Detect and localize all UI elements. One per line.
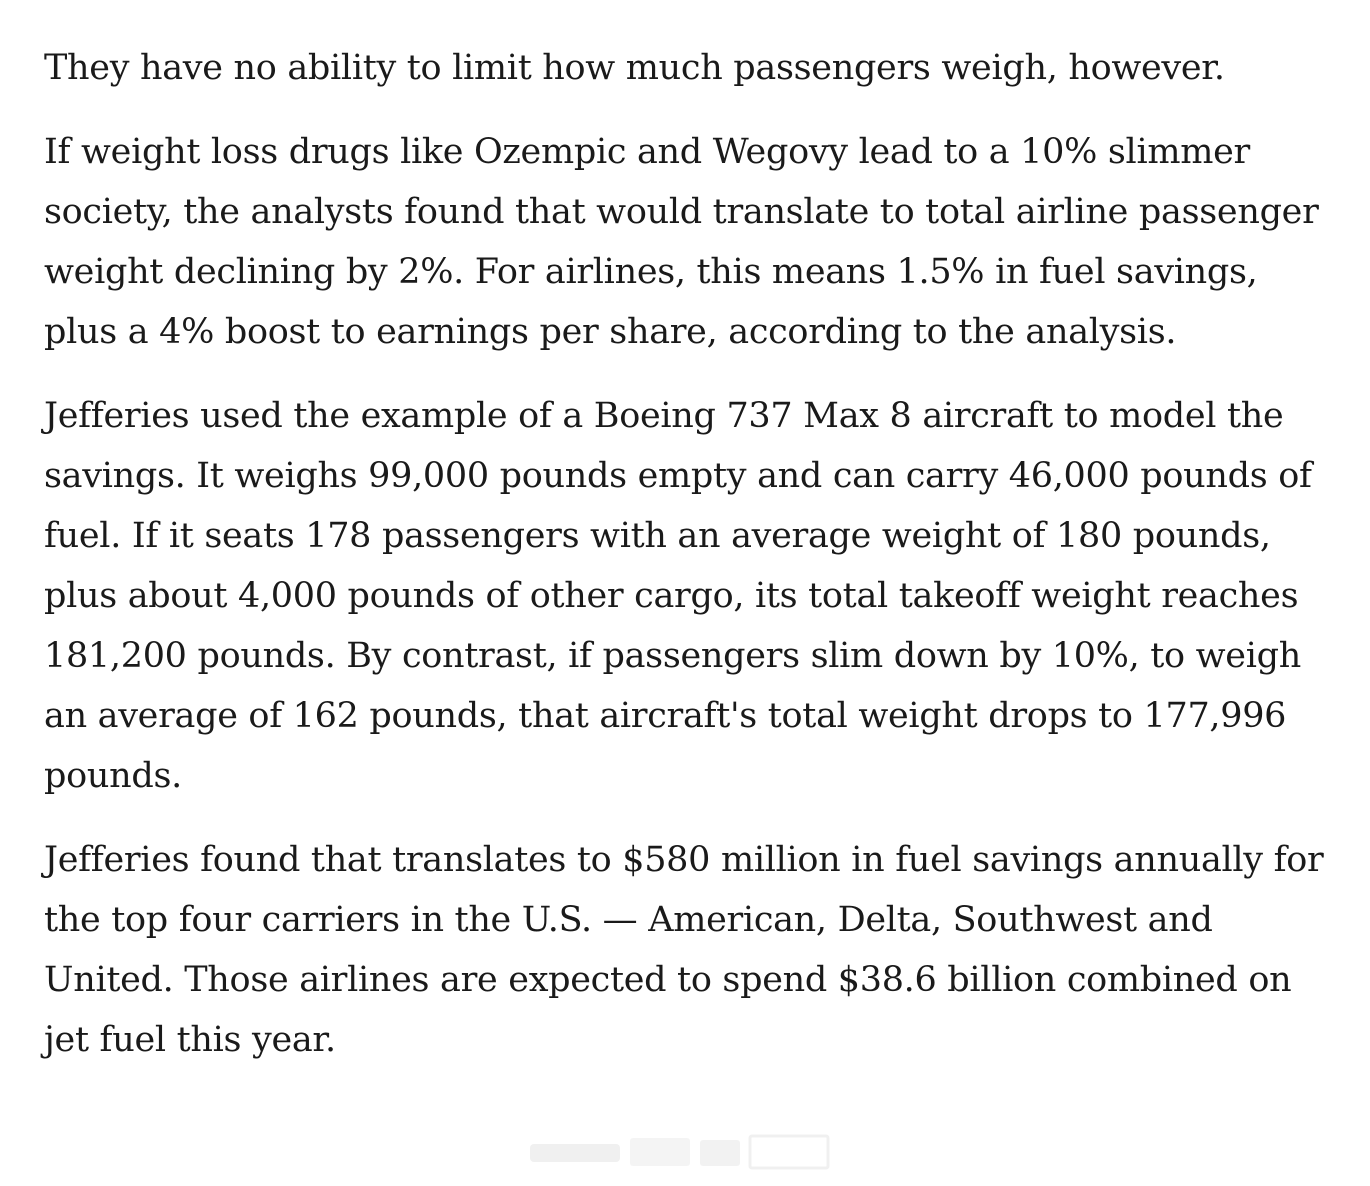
watermark-icon [530,1134,830,1170]
paragraph-passenger-weight-limit: They have no ability to limit how much passengers weigh, however. [44,48,1225,88]
paragraph-boeing-example: Jefferies used the example of a Boeing 737 Max 8 aircraft to model the savings. It weighs 99,000 pounds empty and can carry 46,000 pounds of fuel. If it seats 178 passengers with an average weight of 180 pounds, plus about 4,000 pounds of other cargo, its total takeoff weight reaches 181,200 pounds. By contrast, if passengers slim down by 10%, to weigh an average of 162 pounds, that aircraft's total weight drops to 177,996 pounds. [44,396,1312,796]
article-body [44,38,1334,1094]
paragraph-weight-loss-drugs: If weight loss drugs like Ozempic and Wegovy lead to a 10% slimmer society, the analysts found that would translate to total airline passenger weight declining by 2%. For airlines, this means 1.5% in fuel savings, plus a 4% boost to earnings per share, according to the analysis. [44,132,1319,352]
paragraph-fuel-savings: Jefferies found that translates to $580 million in fuel savings annually for the top four carriers in the U.S. — American, Delta, Southwest and United. Those airlines are expected to spend $38.6 billion combined on jet fuel this year. [44,840,1324,1060]
